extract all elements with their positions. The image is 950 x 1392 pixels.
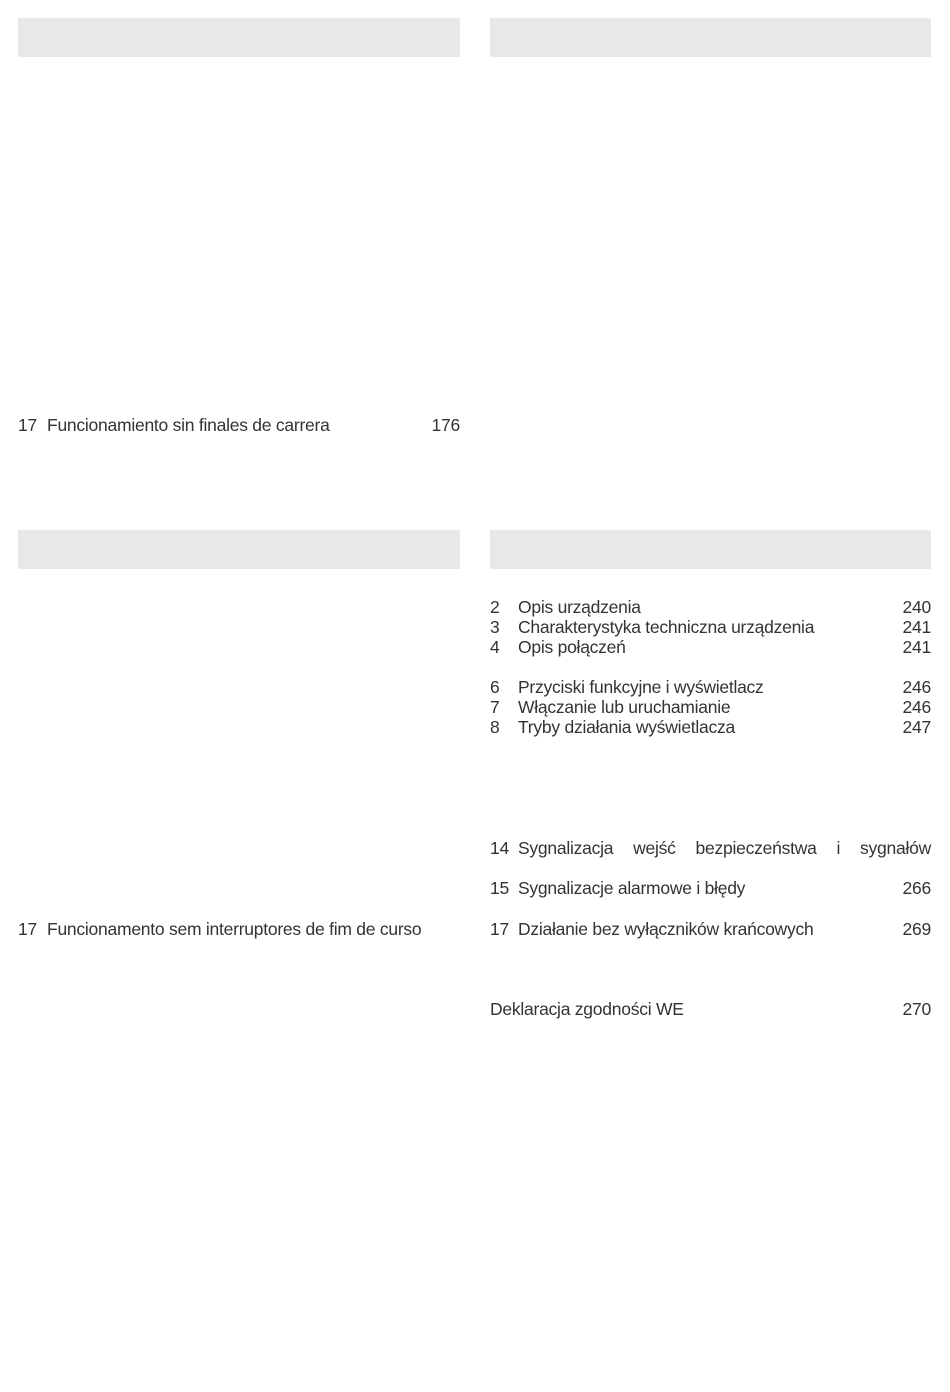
toc-entry-number: 8 <box>490 717 500 737</box>
header-bar-bottom-right <box>490 530 931 569</box>
toc-entry-word: wejść <box>633 838 676 858</box>
header-bar-top-left <box>18 18 460 57</box>
toc-entry-pt-17[interactable] <box>18 919 460 939</box>
toc-entry-es-17[interactable] <box>18 415 460 435</box>
toc-entry-pl-17[interactable] <box>490 919 931 939</box>
toc-entry-pl-7[interactable] <box>490 697 931 717</box>
toc-entry-title: Deklaracja zgodności WE <box>490 999 684 1019</box>
toc-entry-pl-3[interactable] <box>490 617 931 637</box>
toc-entry-page: 269 <box>902 919 931 939</box>
toc-entry-title: Tryby działania wyświetlacza <box>518 717 736 737</box>
toc-entry-number: 15 <box>490 878 509 898</box>
toc-entry-title: Funcionamento sem interruptores de fim de curso <box>47 919 422 939</box>
toc-entry-number: 3 <box>490 617 500 637</box>
toc-entry-number: 4 <box>490 637 500 657</box>
toc-entry-number: 17 <box>490 919 509 939</box>
toc-entry-pl-15[interactable] <box>490 878 931 898</box>
toc-entry-page: 246 <box>902 677 931 697</box>
toc-entry-title: Opis połączeń <box>518 637 626 657</box>
toc-entry-number: 14 <box>490 838 509 858</box>
toc-entry-pl-14[interactable] <box>490 838 931 858</box>
toc-entry-title: Opis urządzenia <box>518 597 641 617</box>
toc-entry-word: Sygnalizacja <box>518 838 614 858</box>
toc-entry-pl-2[interactable] <box>490 597 931 617</box>
toc-entry-title: Włączanie lub uruchamianie <box>518 697 731 717</box>
toc-entry-pl-8[interactable] <box>490 717 931 737</box>
header-bar-bottom-left <box>18 530 460 569</box>
toc-entry-number: 7 <box>490 697 500 717</box>
toc-entry-title: Funcionamiento sin finales de carrera <box>47 415 330 435</box>
toc-entry-title: Sygnalizacje alarmowe i błędy <box>518 878 746 898</box>
toc-entry-title <box>518 838 931 858</box>
toc-entry-word: sygnałów <box>860 838 931 858</box>
toc-entry-title: Działanie bez wyłączników krańcowych <box>518 919 814 939</box>
toc-entry-number: 17 <box>18 415 37 435</box>
toc-entry-title: Przyciski funkcyjne i wyświetlacz <box>518 677 764 697</box>
toc-entry-page: 247 <box>902 717 931 737</box>
toc-entry-pl-4[interactable] <box>490 637 931 657</box>
toc-entry-number: 2 <box>490 597 500 617</box>
toc-entry-page: 246 <box>902 697 931 717</box>
toc-entry-word: bezpieczeństwa <box>695 838 817 858</box>
toc-entry-word: i <box>836 838 841 858</box>
toc-entry-number: 17 <box>18 919 37 939</box>
toc-entry-pl-6[interactable] <box>490 677 931 697</box>
toc-entry-page: 176 <box>431 415 460 435</box>
toc-entry-page: 241 <box>902 637 931 657</box>
toc-entry-page: 266 <box>902 878 931 898</box>
toc-entry-number: 6 <box>490 677 500 697</box>
toc-entry-pl-declaration[interactable] <box>490 999 931 1019</box>
toc-entry-page: 241 <box>902 617 931 637</box>
header-bar-top-right <box>490 18 931 57</box>
toc-entry-page: 270 <box>902 999 931 1019</box>
toc-entry-page: 240 <box>902 597 931 617</box>
toc-entry-title: Charakterystyka techniczna urządzenia <box>518 617 815 637</box>
